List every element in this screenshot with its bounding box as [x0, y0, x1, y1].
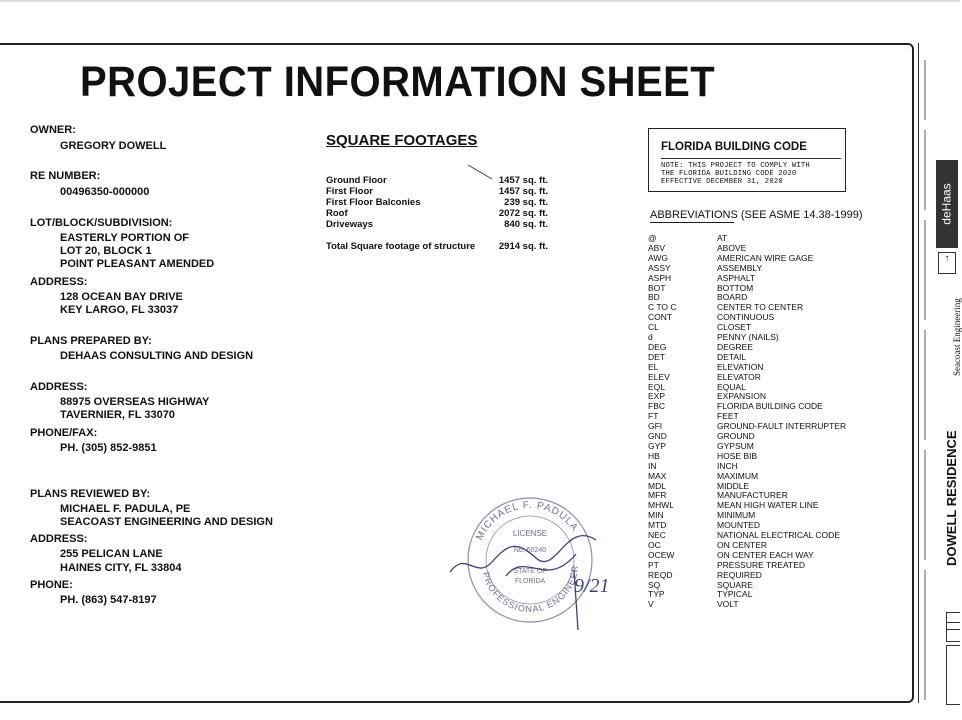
- abbreviation-definition: FLORIDA BUILDING CODE: [717, 401, 823, 412]
- abbreviation-definition: INCH: [717, 460, 738, 471]
- abbreviation-definition: EQUAL: [717, 381, 746, 392]
- abbreviation-code: ABV: [648, 242, 666, 253]
- abbreviation-definition: TYPICAL: [717, 589, 753, 600]
- reviewer-line: SEACOAST ENGINEERING AND DESIGN: [60, 516, 273, 528]
- sqft-value: 1457 sq. ft.: [498, 175, 548, 186]
- abbreviation-code: FT: [648, 411, 659, 422]
- abbreviation-definition: AT: [717, 233, 728, 243]
- abbreviation-code: MFR: [648, 490, 667, 501]
- abbreviation-code: EXP: [648, 391, 666, 402]
- abbreviation-definition: HOSE BIB: [717, 450, 758, 461]
- fbc-note-line: NOTE: THIS PROJECT TO COMPLY WITH: [661, 162, 810, 170]
- lot-line: POINT PLEASANT AMENDED: [60, 258, 215, 270]
- abbreviation-code: PT: [648, 559, 659, 570]
- re-number-label: RE NUMBER:: [30, 170, 101, 182]
- abbreviation-code: BD: [648, 292, 660, 303]
- abbreviation-definition: ASPHALT: [717, 272, 756, 283]
- plans-prepared-label: PLANS PREPARED BY:: [30, 335, 152, 347]
- abbreviation-definition: MIDDLE: [717, 480, 750, 491]
- reviewer-address-line: HAINES CITY, FL 33804: [60, 562, 182, 574]
- sqft-value: 840 sq. ft.: [504, 219, 548, 230]
- sqft-label: Roof: [326, 208, 348, 219]
- abbreviation-definition: EXPANSION: [717, 391, 766, 402]
- abbreviation-code: ASSY: [648, 262, 671, 273]
- re-number-value: 00496350-000000: [60, 186, 150, 198]
- abbreviation-code: C TO C: [648, 302, 677, 313]
- abbreviation-definition: REQUIRED: [717, 569, 762, 580]
- abbreviation-code: NEC: [648, 530, 666, 540]
- abbreviation-definition: ELEVATOR: [717, 371, 761, 382]
- abbreviation-definition: GROUND-FAULT INTERRUPTER: [717, 421, 847, 432]
- abbreviation-code: TYP: [648, 589, 665, 600]
- abbreviation-definition: FEET: [717, 411, 739, 422]
- abbreviation-code: MDL: [648, 480, 666, 491]
- reviewer-address-label: ADDRESS:: [30, 533, 88, 545]
- dehaas-logo: [936, 160, 958, 248]
- sqft-total-value: 2914 sq. ft.: [498, 241, 548, 252]
- abbreviation-code: OC: [648, 539, 661, 550]
- abbreviation-code: GFI: [648, 421, 663, 432]
- lot-line: LOT 20, BLOCK 1: [60, 245, 152, 257]
- engineer-seal: [446, 480, 626, 640]
- title-block-rule: [918, 43, 919, 703]
- sqft-label: Ground Floor: [326, 175, 387, 186]
- abbreviation-code: OCEW: [648, 549, 675, 560]
- sqft-label: First Floor Balconies: [326, 197, 421, 208]
- reviewer-phone-label: PHONE:: [30, 579, 73, 591]
- phone-fax-value: PH. (305) 852-9851: [60, 442, 157, 454]
- abbreviation-code: ELEV: [648, 371, 670, 382]
- abbreviation-code: MTD: [648, 520, 667, 531]
- reviewer-line: MICHAEL F. PADULA, PE: [60, 503, 191, 515]
- abbreviations-underline: [650, 222, 734, 223]
- preparer-address-label: ADDRESS:: [30, 381, 88, 393]
- scan-top-edge: [0, 0, 960, 2]
- abbreviation-definition: AMERICAN WIRE GAGE: [717, 252, 814, 263]
- pen-mark: [466, 163, 496, 183]
- brand-text: deHaas: [940, 183, 954, 225]
- abbreviation-definition: ASSEMBLY: [717, 262, 763, 273]
- sqft-label: Driveways: [326, 219, 374, 230]
- abbreviation-code: HB: [648, 450, 660, 461]
- abbreviations-heading: ABBREVIATIONS (SEE ASME 14.38-1999): [650, 209, 863, 221]
- abbreviation-code: MHWL: [648, 500, 674, 511]
- fbc-title: FLORIDA BUILDING CODE: [661, 141, 807, 153]
- abbreviation-code: SQ: [648, 579, 661, 590]
- abbreviation-code: V: [648, 599, 654, 610]
- engineer-name: Seacoast Engineering: [952, 298, 962, 376]
- abbreviation-code: DEG: [648, 341, 667, 352]
- abbreviation-definition: VOLT: [717, 599, 739, 610]
- abbreviation-code: CONT: [648, 312, 673, 323]
- abbreviation-code: MIN: [648, 510, 664, 521]
- fbc-note-line: EFFECTIVE DECEMBER 31, 2020: [661, 178, 783, 186]
- plans-reviewed-label: PLANS REVIEWED BY:: [30, 488, 151, 500]
- abbreviation-definition: DETAIL: [717, 351, 747, 362]
- address-line: KEY LARGO, FL 33037: [60, 304, 179, 316]
- plans-prepared-value: DEHAAS CONSULTING AND DESIGN: [60, 350, 254, 362]
- project-name: DOWELL RESIDENCE: [944, 430, 959, 566]
- abbreviation-definition: PENNY (NAILS): [717, 332, 779, 342]
- sqft-value: 239 sq. ft.: [504, 197, 548, 208]
- title-block-cell: [946, 622, 960, 642]
- abbreviation-definition: ABOVE: [717, 242, 747, 253]
- abbreviation-definition: CONTINUOUS: [717, 312, 775, 323]
- reviewer-phone-value: PH. (863) 547-8197: [60, 594, 157, 606]
- sqft-value: 2072 sq. ft.: [498, 208, 548, 219]
- fbc-note-line: THE FLORIDA BUILDING CODE 2020: [661, 170, 797, 178]
- abbreviation-definition: PRESSURE TREATED: [717, 559, 806, 570]
- abbreviation-code: d: [648, 332, 653, 342]
- lot-line: EASTERLY PORTION OF: [60, 232, 189, 244]
- abbreviation-definition: CENTER TO CENTER: [717, 302, 804, 313]
- abbreviation-code: FBC: [648, 401, 665, 412]
- abbreviation-definition: GROUND: [717, 431, 755, 441]
- abbreviation-code: MAX: [648, 470, 667, 481]
- owner-label: OWNER:: [30, 124, 76, 136]
- title-block-fine-print: [920, 60, 930, 700]
- title-block-cell: [946, 645, 960, 705]
- abbreviation-code: GYP: [648, 440, 666, 451]
- abbreviation-code: BOT: [648, 282, 666, 293]
- lot-label: LOT/BLOCK/SUBDIVISION:: [30, 217, 173, 229]
- abbreviation-definition: BOTTOM: [717, 282, 754, 293]
- abbreviation-definition: MANUFACTURER: [717, 490, 788, 501]
- abbreviation-code: EL: [648, 361, 659, 372]
- preparer-address-line: 88975 OVERSEAS HIGHWAY: [60, 396, 210, 408]
- abbreviation-definition: NATIONAL ELECTRICAL CODE: [717, 530, 840, 540]
- abbreviation-code: AWG: [648, 252, 668, 263]
- seal-name: MICHAEL F. PADULA: [474, 499, 581, 543]
- phone-fax-label: PHONE/FAX:: [30, 427, 98, 439]
- address-label: ADDRESS:: [30, 276, 88, 288]
- sqft-total-label: Total Square footage of structure: [326, 241, 476, 252]
- abbreviation-definition: MOUNTED: [717, 520, 760, 531]
- reviewer-address-line: 255 PELICAN LANE: [60, 548, 163, 560]
- abbreviation-definition: MAXIMUM: [717, 470, 759, 481]
- preparer-address-line: TAVERNIER, FL 33070: [60, 409, 175, 421]
- seal-florida: FLORIDA: [514, 578, 546, 585]
- abbreviation-definition: MEAN HIGH WATER LINE: [717, 500, 819, 511]
- abbreviation-definition: ON CENTER: [717, 539, 768, 550]
- abbreviation-definition: ON CENTER EACH WAY: [717, 549, 814, 560]
- abbreviation-code: REQD: [648, 569, 673, 580]
- abbreviation-definition: CLOSET: [717, 322, 752, 333]
- seal-license: LICENSE: [512, 529, 548, 538]
- florida-building-code-box: [648, 128, 846, 192]
- abbreviation-definition: ELEVATION: [717, 361, 764, 372]
- seal-number: No. 60240: [513, 547, 547, 554]
- dehaas-mark-icon: ↑: [938, 252, 956, 274]
- owner-name: GREGORY DOWELL: [60, 140, 167, 152]
- address-line: 128 OCEAN BAY DRIVE: [60, 291, 183, 303]
- abbreviation-definition: DEGREE: [717, 341, 753, 352]
- abbreviation-code: IN: [648, 460, 657, 471]
- abbreviation-code: CL: [648, 322, 659, 333]
- abbreviation-definition: MINIMUM: [717, 510, 756, 521]
- abbreviation-code: DET: [648, 351, 665, 362]
- seal-state: STATE OF: [513, 568, 547, 575]
- square-footages-heading: SQUARE FOOTAGES: [326, 132, 478, 149]
- seal-date: 9/21: [574, 575, 610, 597]
- sqft-label: First Floor: [326, 186, 373, 197]
- abbreviation-definition: SQUARE: [717, 579, 753, 590]
- seal-bottom: PROFESSIONAL ENGINEER: [480, 564, 581, 615]
- abbreviation-code: EQL: [648, 381, 666, 392]
- page-title: PROJECT INFORMATION SHEET: [80, 58, 716, 106]
- abbreviation-definition: BOARD: [717, 292, 748, 303]
- abbreviation-definition: GYPSUM: [717, 440, 754, 451]
- abbreviation-code: GND: [648, 431, 667, 441]
- abbreviation-code: @: [648, 233, 657, 243]
- fbc-divider: [661, 158, 841, 159]
- abbreviation-code: ASPH: [648, 272, 672, 283]
- sqft-value: 1457 sq. ft.: [498, 186, 548, 197]
